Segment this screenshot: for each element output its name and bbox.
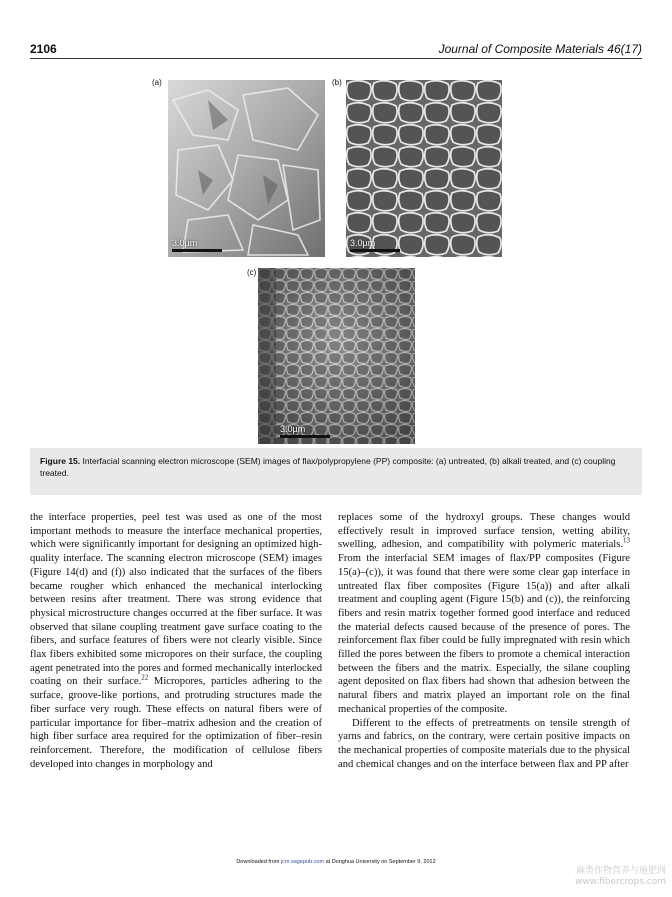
- scale-label-a: 3.0µm: [172, 238, 198, 248]
- figure-caption: [40, 455, 640, 479]
- scale-bar-a: [172, 238, 222, 252]
- caption-label: Figure 15.: [40, 456, 81, 466]
- panel-label-a: (a): [152, 78, 162, 87]
- page-number: 2106: [30, 42, 57, 56]
- right-text-2: From the interfacial SEM images of flax/PP composites (Figure 15(a)–(c)), it was found that there were some clear gap interface in untreated flax fiber composites (Figure 15(a)) and after alkali treatment and coupling agent (Figure 15(b) and (c)), the reinforcing fibers and resin matrix together formed good interface and reduced the material defects caused because of the presence of pores. The reinforcement flax fiber could be fully impregnated with resin which filled the pores between the fibers to promote a chemical interaction between the fibers and the matrix. Especially, the silane coupling agent deposited on flax fibers had shown that adhesion between the natural fibers and matrix played an important role on the final mechanical properties of the composite.: [338, 553, 630, 715]
- caption-text: Interfacial scanning electron microscope (SEM) images of flax/polypropylene (PP) composite: (a) untreated, (b) alkali treated, and (c) coupling treated.: [40, 456, 616, 478]
- scale-bar-c: [280, 424, 330, 438]
- right-paragraph-2: Different to the effects of pretreatments on tensile strength of yarns and fabrics, on the contrary, were certain positive impacts on the mechanical properties of composite materials due to the physical and chemical changes and on the interface between flax and PP after: [338, 717, 630, 770]
- watermark: [575, 866, 666, 888]
- download-footer: [0, 859, 672, 865]
- scale-label-b: 3.0µm: [350, 238, 376, 248]
- left-text-2: Micropores, particles adhering to the surface, groove-like portions, and protruding structures made the fiber surface very rough. These effects on natural fibers were of particular importance for fiber–matrix adhesion and the creation of high fiber surface area required for the optimization of fiber–resin reinforcement. Therefore, the modification of cellulose fibers developed into changes in morphology and: [30, 676, 322, 770]
- panel-label-c: (c): [247, 268, 257, 277]
- footer-link[interactable]: jcm.sagepub.com: [280, 859, 325, 865]
- journal-name: Journal of Composite Materials 46(17): [438, 42, 642, 56]
- header-rule: [30, 58, 642, 59]
- right-column: [338, 511, 630, 771]
- sem-image-b: [346, 80, 502, 257]
- right-text-1: replaces some of the hydroxyl groups. These changes would effectively result in improved surface tension, wetting ability, swelling, adhesion, and compatibility with polymeric materials.: [338, 512, 630, 551]
- reference-13: 13: [623, 536, 630, 545]
- left-column: [30, 511, 322, 771]
- right-paragraph-1: [338, 511, 630, 717]
- footer-prefix: Downloaded from: [236, 859, 281, 865]
- scale-label-c: 3.0µm: [280, 424, 306, 434]
- panel-label-b: (b): [332, 78, 342, 87]
- sem-image-c: [258, 268, 415, 444]
- sem-image-a: [168, 80, 325, 257]
- left-text-1: the interface properties, peel test was used as one of the most important methods to measure the interface mechanical properties, which were significantly important for designing an optimized high-quality interface. The scanning electron microscope (SEM) images (Figure 14(d) and (f)) also indicated that the surfaces of the fibers became rougher which enhanced the mechanical interlocking between resins after treatment. There was strong evidence that physical microstructure changes occurred at the fiber surface. It was observed that silane coupling treatment gave surface coating to the fibers, and surface features of fibers were not clearly visible. Since flax fibers exhibited some micropores on their surface, the coupling agent penetrated into the pores and formed mechanically interlocked coating on their surface.: [30, 512, 322, 688]
- footer-suffix: at Donghua University on September 9, 2012: [324, 859, 436, 865]
- watermark-line-2: www.fibercrops.com: [575, 877, 666, 887]
- reference-22: 22: [141, 673, 149, 682]
- left-paragraph: [30, 511, 322, 771]
- scale-bar-b: [350, 238, 400, 252]
- watermark-line-1: 麻类作物营养与施肥网: [575, 866, 666, 876]
- running-header: [30, 40, 642, 60]
